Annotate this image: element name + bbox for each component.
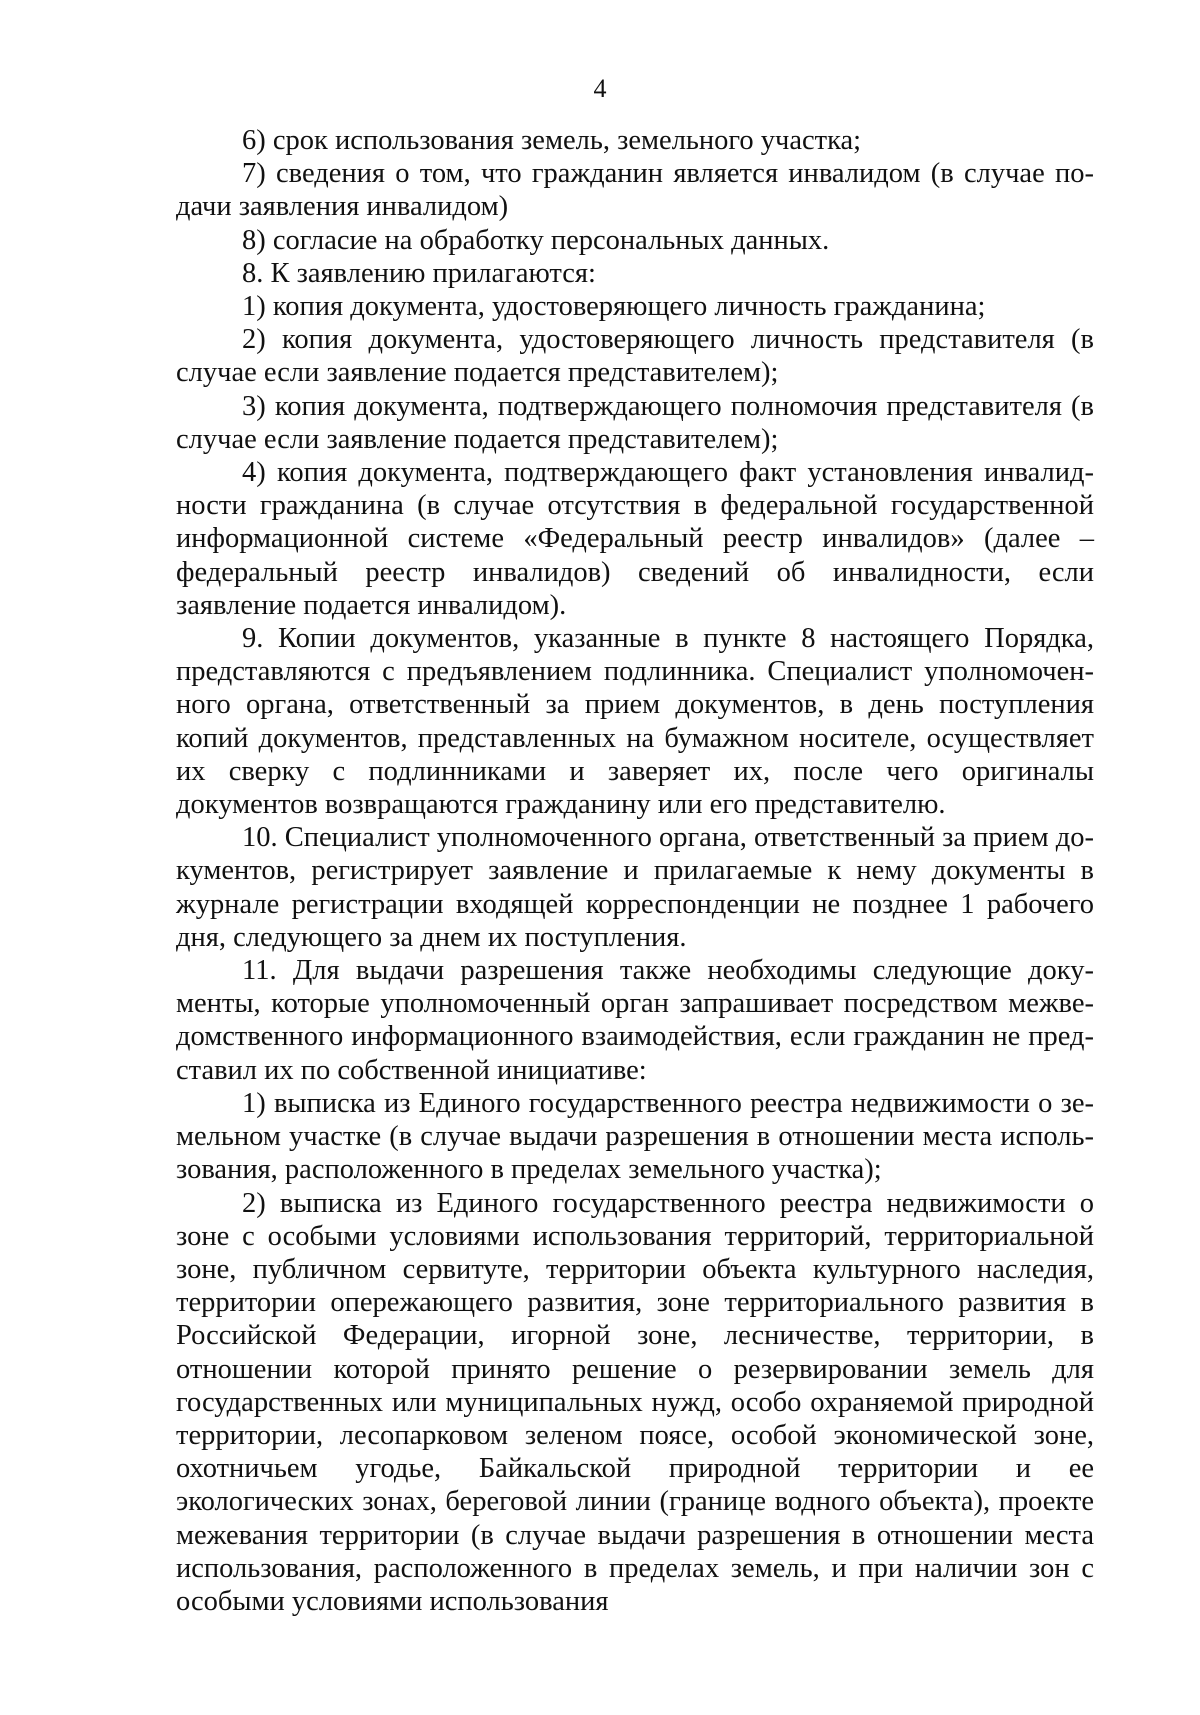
paragraph-item-8: 8) согласие на обработку персональных данных.: [242, 224, 830, 256]
paragraph-extract-1: 1) выписка из Единого государственного реестра недвижимости о земельном участке (в случае выдачи разрешения в отношении места использования, расположенного в пределах земельного участка);: [176, 1087, 1094, 1186]
paragraph-attachment-2: 2) копия документа, удостоверяющего личность представителя (в случае если заявление подается представителем);: [176, 324, 1094, 389]
paragraph-attachment-3: 3) копия документа, подтверждающего полномочия представителя (в случае если заявление подается представителем);: [176, 390, 1094, 455]
paragraph-point-9: 9. Копии документов, указанные в пункте 8 настоящего Порядка, представляются с предъявлением подлинника. Специалист уполномоченного органа, ответственный за прием документов, в день поступления копий документов, представленных на бумажном носителе, осуществляет их сверку с подлинниками и заверяет их, после чего оригиналы документов возвращаются гражданину или его представителю.: [176, 623, 1094, 821]
paragraph-point-11: 11. Для выдачи разрешения также необходимы следующие документы, которые уполномоченный орган запрашивает посредством межведомственного информационного взаимодействия, если гражданин не представил их по собственной инициативе:: [176, 955, 1094, 1086]
paragraph-item-7: 7) сведения о том, что гражданин является инвалидом (в случае подачи заявления инвалидом): [176, 158, 1094, 223]
paragraph-extract-2: 2) выписка из Единого государственного реестра недвижимости о зоне с особыми условиями использования территорий, территориальной зоне, публичном сервитуте, территории объекта культурного наследия, территории опережающего развития, зоне территориального развития в Российской Федерации, игорной зоне, лесничестве, территории, в отношении которой принято решение о резервировании земель для государственных или муниципальных нужд, особо охраняемой природной территории, лесопарковом зеленом поясе, особой экономической зоне, охотничьем угодье, Байкальской природной территории и ее экологических зонах, береговой линии (границе водного объекта), проекте межевания территории (в случае выдачи разрешения в отношении места использования, расположенного в пределах земель, и при наличии зон с особыми условиями использования: [176, 1187, 1094, 1617]
paragraph-point-8: 8. К заявлению прилагаются:: [242, 257, 596, 289]
paragraph-point-10: 10. Специалист уполномоченного органа, ответственный за прием документов, регистрирует заявление и прилагаемые к нему документы в журнале регистрации входящей корреспонденции не позднее 1 рабочего дня, следующего за днем их поступления.: [176, 822, 1094, 953]
paragraph-attachment-1: 1) копия документа, удостоверяющего личность гражданина;: [242, 291, 986, 323]
page-number: 4: [593, 74, 607, 103]
paragraph-attachment-4: 4) копия документа, подтверждающего факт установления инвалидности гражданина (в случае отсутствия в федеральной государственной информационной системе «Федеральный реестр инвалидов» (далее – федеральный реестр инвалидов) сведений об инвалидности, если заявление подается инвалидом).: [176, 457, 1094, 621]
paragraph-item-6: 6) срок использования земель, земельного участка;: [242, 125, 862, 156]
document-body: [176, 124, 1094, 1618]
